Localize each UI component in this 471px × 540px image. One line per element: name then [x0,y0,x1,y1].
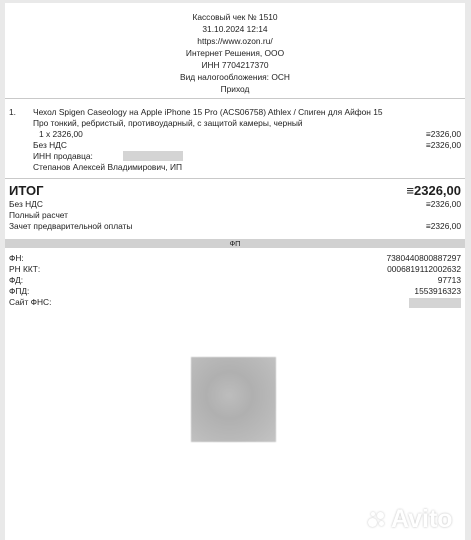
total-vat-value: ≡2326,00 [425,199,461,209]
rn-kkt-value: 0006819112002632 [387,264,461,274]
prepayment-value: ≡2326,00 [425,221,461,231]
total-vat-label: Без НДС [9,199,43,209]
avito-logo-icon [367,509,387,529]
header-divider [5,98,465,99]
rn-kkt-label: РН ККТ: [9,264,41,274]
total-value: ≡2326,00 [406,183,461,198]
fn-label: ФН: [9,253,24,263]
fpd-label: ФПД: [9,286,30,296]
qr-code-blurred [191,357,276,442]
operation-type: Приход [220,84,250,94]
receipt-datetime: 31.10.2024 12:14 [202,24,268,34]
full-payment-label: Полный расчет [9,210,69,220]
receipt-paper [5,3,465,540]
company-inn: ИНН 7704217370 [201,60,269,70]
item-vat-label: Без НДС [33,140,67,150]
avito-watermark [367,501,467,537]
fd-label: ФД: [9,275,24,285]
prepayment-label: Зачет предварительной оплаты [9,221,133,231]
item-amount: ≡2326,00 [425,129,461,139]
item-name-line1: Чехол Spigen Caseology на Apple iPhone 15 Pro (ACS06758) Athlex / Спиген для Айфон 15 [33,107,383,117]
fns-site-label: Сайт ФНС: [9,297,52,307]
item-qty-price: 1 x 2326,00 [39,129,83,139]
avito-watermark-text: Avito [391,505,453,533]
fpd-value: 1553916323 [414,286,461,296]
company-name: Интернет Решения, ООО [185,48,285,58]
receipt-title: Кассовый чек № 1510 [192,12,278,22]
fn-value: 7380440800887297 [386,253,461,263]
fns-site-redacted [409,298,461,308]
tax-system: Вид налогообложения: ОСН [180,72,290,82]
item-divider [5,178,465,179]
seller-name: Степанов Алексей Владимирович, ИП [33,162,183,172]
item-vat-value: ≡2326,00 [425,140,461,150]
seller-site: https://www.ozon.ru/ [197,36,273,46]
total-label: ИТОГ [9,183,44,198]
fiscal-band: ФП [5,239,465,248]
fd-value: 97713 [437,275,461,285]
seller-inn-label: ИНН продавца: [33,151,93,161]
seller-inn-redacted [123,151,183,161]
item-name-line2: Про тонкий, ребристый, противоударный, с защитой камеры, черный [33,118,303,128]
item-number: 1. [9,107,16,117]
